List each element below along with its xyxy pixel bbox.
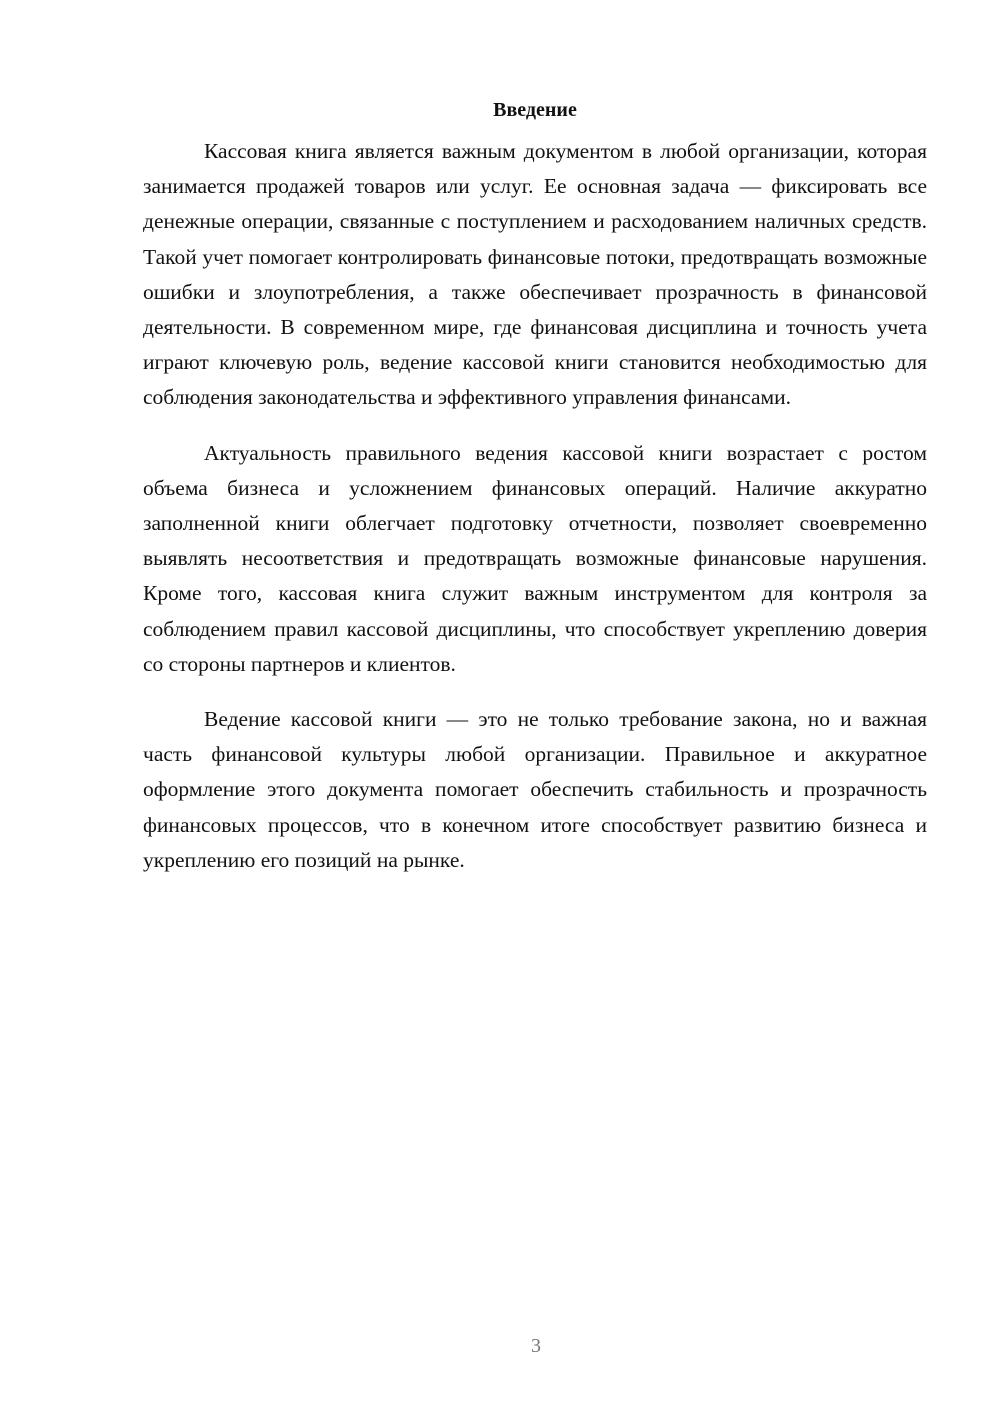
page-number: 3	[531, 1335, 541, 1357]
paragraph-3: Ведение кассовой книги — это не только требование закона, но и важная часть финансовой культуры любой организации. Правильное и аккуратное оформление этого документа помогает обеспечить стабильность и прозрачность финансовых процессов, что в конечном итоге способствует развитию бизнеса и укреплению его позиций на рынке.	[143, 707, 927, 872]
section-title: Введение	[493, 99, 577, 121]
paragraph-2: Актуальность правильного ведения кассовой книги возрастает с ростом объема бизнеса и усложнением финансовых операций. Наличие аккуратно заполненной книги облегчает подготовку отчетности, позволяет своевременно выявлять несоответствия и предотвращать возможные финансовые нарушения. Кроме того, кассовая книга служит важным инструментом для контроля за соблюдением правил кассовой дисциплины, что способствует укреплению доверия со стороны партнеров и клиентов.	[143, 440, 927, 676]
paragraph-1: Кассовая книга является важным документом в любой организации, которая занимается продажей товаров или услуг. Ее основная задача — фиксировать все денежные операции, связанные с поступлением и расходованием наличных средств. Такой учет помогает контролировать финансовые потоки, предотвращать возможные ошибки и злоупотребления, а также обеспечивает прозрачность в финансовой деятельности. В современном мире, где финансовая дисциплина и точность учета играют ключевую роль, ведение кассовой книги становится необходимостью для соблюдения законодательства и эффективного управления финансами.	[143, 139, 927, 410]
page-content	[143, 92, 927, 898]
